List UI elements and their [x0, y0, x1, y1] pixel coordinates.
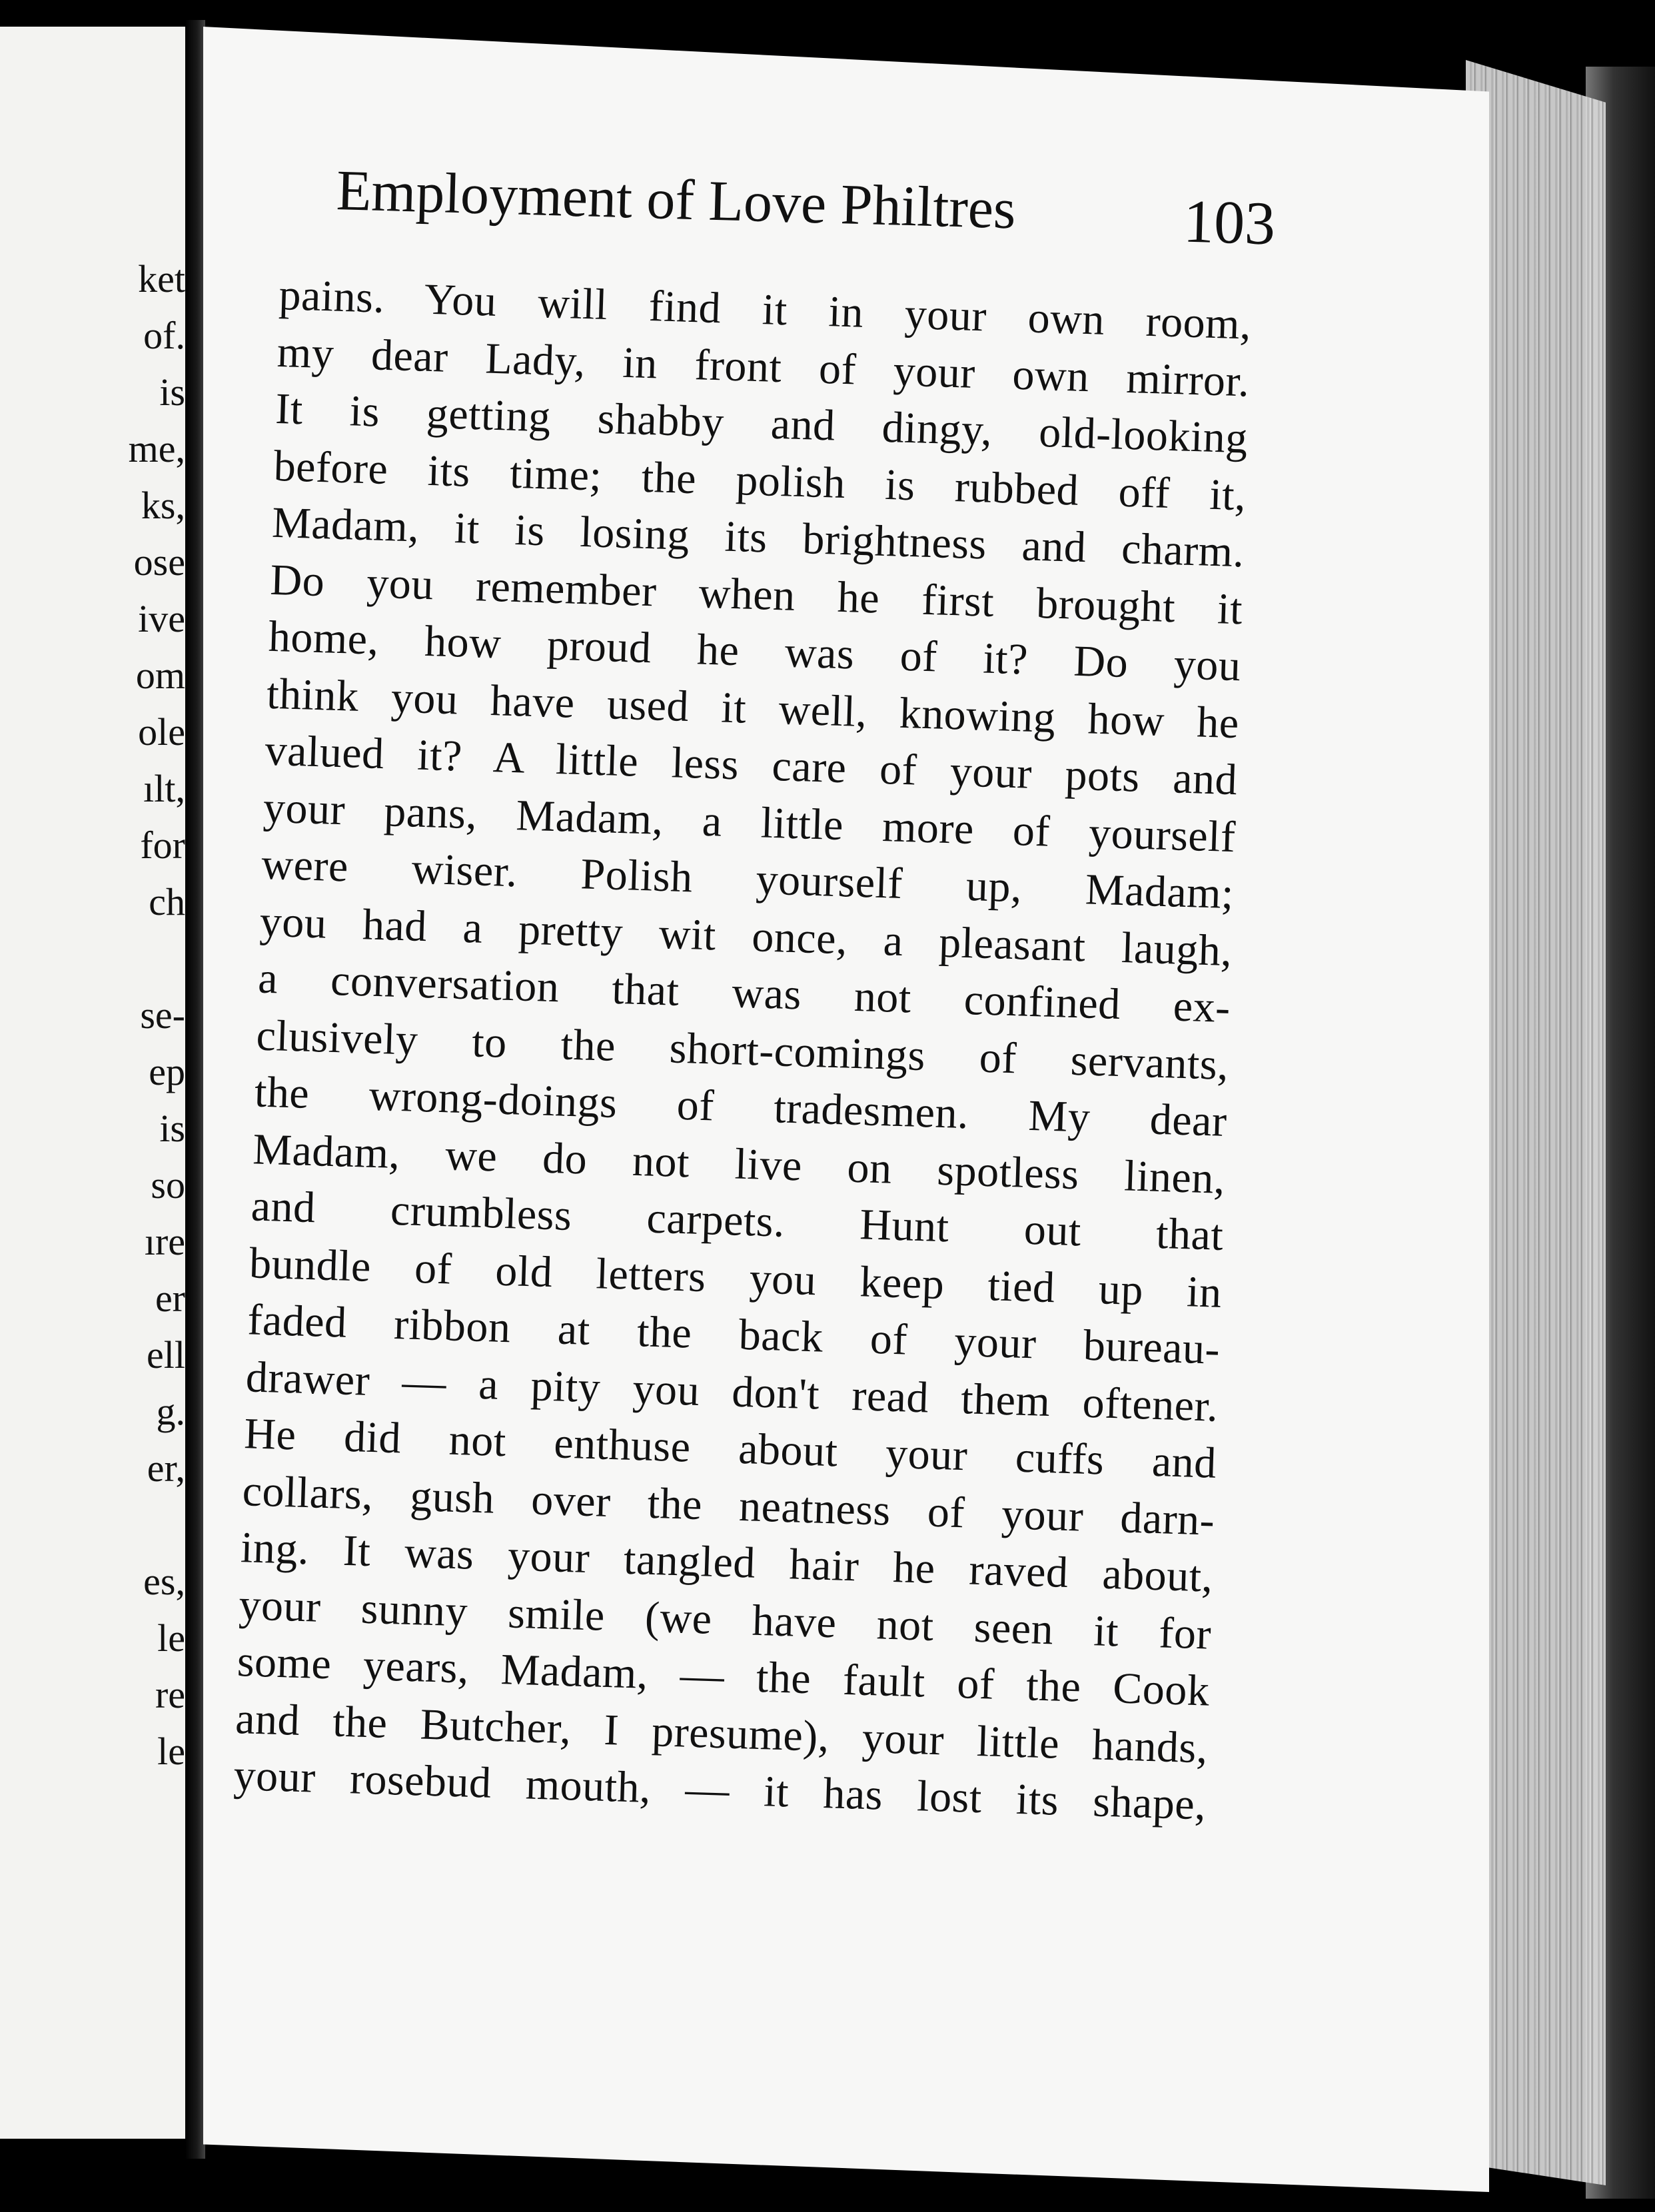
text-line: your rosebud mouth, — it has lost its shape, [233, 1750, 1207, 1830]
text-line: your sunny smile (we have not seen it for [238, 1580, 1213, 1659]
left-page-line: ose [133, 540, 185, 584]
left-page-line: ket [138, 257, 185, 300]
text-line: your pans, Madam, a little more of yourself [263, 783, 1237, 861]
body-text [233, 267, 1253, 1834]
text-line: ing. It was your tangled hair he raved about, [240, 1523, 1214, 1602]
text-line: and the Butcher, I presume), your little hands, [235, 1694, 1209, 1773]
text-line: Do you remember when he first brought it [269, 555, 1244, 634]
left-page-line: ıre [144, 1220, 185, 1263]
text-line: were wiser. Polish yourself up, Madam; [261, 839, 1235, 919]
left-page-line: ks, [141, 484, 185, 527]
text-line: bundle of old letters you keep tied up in [249, 1238, 1223, 1317]
page-number: 103 [1182, 187, 1277, 258]
left-page-line: me, [128, 427, 185, 470]
running-title: Employment of Love Philtres [335, 158, 1017, 241]
text-line: collars, gush over the neatness of your darn- [241, 1466, 1216, 1545]
text-line: faded ribbon at the back of your bureau- [247, 1295, 1221, 1374]
text-line: Madam, we do not live on spotless linen, [252, 1124, 1226, 1203]
left-page-line: ell [147, 1333, 185, 1377]
left-page-line: se- [140, 993, 185, 1037]
left-page-line: ılt, [143, 767, 185, 810]
text-line: pains. You will find it in your own room, [278, 270, 1253, 349]
left-page-line: ep [149, 1050, 185, 1093]
left-page-line: om [135, 654, 185, 697]
left-page-line: ole [138, 710, 185, 754]
text-line: Madam, it is losing its brightness and charm. [271, 498, 1245, 577]
left-page-line: er [155, 1277, 185, 1320]
left-page-line: re [155, 1673, 185, 1716]
left-page-line: of. [143, 314, 185, 357]
text-line: the wrong-doings of tradesmen. My dear [254, 1067, 1228, 1146]
left-page [0, 27, 185, 2139]
left-page-line: is [159, 370, 185, 414]
left-page-line: g. [156, 1390, 185, 1433]
left-page-line: for [140, 824, 185, 867]
text-line: some years, Madam, — the fault of the Cook [236, 1637, 1211, 1716]
text-line: valued it? A little less care of your pots and [264, 726, 1239, 805]
left-page-line: es, [143, 1560, 185, 1603]
left-page-line: ive [138, 597, 185, 640]
text-line: It is getting shabby and dingy, old-looking [275, 384, 1249, 463]
left-page-line: is [159, 1107, 185, 1150]
book-gutter [185, 20, 205, 2159]
left-page-line: so [151, 1163, 185, 1207]
text-line: a conversation that was not confined ex- [257, 953, 1231, 1033]
left-page-line: ch [149, 880, 185, 923]
left-page-line: le [157, 1730, 185, 1773]
left-page-line: er, [147, 1446, 185, 1490]
left-page-line: le [157, 1616, 185, 1660]
text-line: He did not enthuse about your cuffs and [243, 1409, 1217, 1488]
text-line: you had a pretty wit once, a pleasant laugh, [259, 897, 1233, 975]
text-line: think you have used it well, knowing how he [266, 669, 1240, 748]
text-line: clusively to the short-comings of servants, [255, 1010, 1230, 1089]
text-line: before its time; the polish is rubbed off it, [273, 441, 1247, 520]
text-line: drawer — a pity you don't read them oftener. [245, 1352, 1219, 1431]
text-line: home, how proud he was of it? Do you [267, 612, 1242, 691]
text-line: my dear Lady, in front of your own mirror. [276, 327, 1251, 406]
text-line: and crumbless carpets. Hunt out that [250, 1181, 1225, 1260]
